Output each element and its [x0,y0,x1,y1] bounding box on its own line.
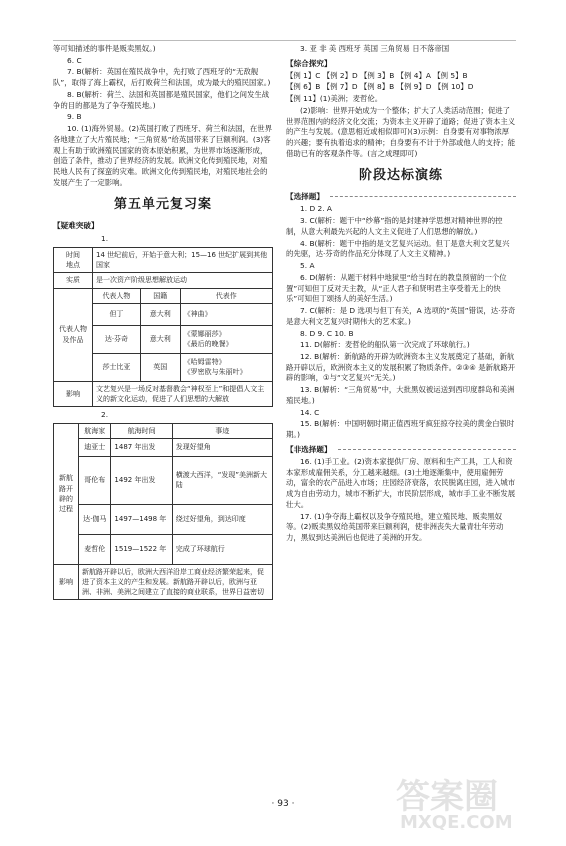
voyage-event: 完成了环球航行 [172,534,272,564]
answer-line: 17. (1)争夺海上霸权以及争夺殖民地，建立殖民地、贩卖黑奴等。(2)贩卖黑奴给英国带来巨额利润，使非洲丧失大量青壮年劳动力，黑奴到达美洲后也促进了美洲的开发。 [286,511,504,543]
row-label: 影响 [54,381,93,406]
answer-line: 3. C(解析：题干中“纱幕”指的是封建神学思想对精神世界的控制，从意大利最先兴起的人文主义促进了人们思想的解放。) [286,216,503,236]
row-label: 实质 [54,273,93,288]
table-row [54,273,273,288]
table-row [54,438,273,456]
section-tag-label: 【非选择题】 [286,444,332,454]
row-value: 文艺复兴是一场反对基督教会“神权至上”和提倡人文主义的新文化运动，促进了人们思想的大解放 [93,381,273,406]
column-header: 代表人物 [93,288,141,303]
table2-number: 2. [101,409,109,419]
column-header: 事迹 [172,423,272,438]
example-answers: 【例 6】B 【例 7】D 【例 8】B 【例 9】D 【例 10】D [286,82,474,92]
answer-line: 15. B(解析：中国明朝时期正值西班牙疯狂掠夺拉美的黄金白银时期。) [286,419,515,440]
section-tag-xuanze [286,191,516,202]
answer-line: 16. (1)手工业。(2)资本家提供厂房、原料和生产工具，工人和资本家形成雇佣关系，分工越来越细。(3)土地逐渐集中，使用雇佣劳动，富余的农产品进入市场；庄园经济衰落，农民脱离庄园，进入城市成为自由劳动力，城市不断扩大，市民阶层形成，城市手工业不断发展壮大。 [286,456,516,509]
column-header: 航海家 [79,423,111,438]
answer-line: 6. D(解析：从题干材料中地狱里“给当时在的教皇预留的一个位置”可知但丁反对天主教，从“正人君子和贤明君主享受着无上的快乐”可知但丁颂扬人的美好生活。) [286,272,507,304]
section-tag-label: 【选择题】 [286,192,324,202]
section-tag-zonghe: 【综合探究】 [286,58,332,68]
voyage-time: 1487 年出发 [111,438,172,456]
example-answers: 【例 11】(1)美洲；麦哲伦。 [286,94,383,104]
example-answers: 【例 1】C 【例 2】D 【例 3】B 【例 4】A 【例 5】B [286,70,468,80]
table-row [54,423,273,438]
column-header: 航海时间 [111,423,172,438]
table-row [54,456,273,504]
voyage-event: 发现好望角 [172,438,272,456]
answer-line: 13. B(解析：“三角贸易”中，大批黑奴被运送到西印度群岛和美洲殖民地。) [286,385,515,405]
table-row [54,504,273,534]
watermark-main: 答案圈 [396,777,498,817]
rep-name: 莎士比亚 [93,353,141,381]
answer-line: 14. C [300,407,320,417]
rep-country: 意大利 [140,325,180,353]
review-title: 第五单元复习案 [113,196,212,212]
page-number: · 93 · [271,799,295,809]
answer-line: 5. A [300,261,315,271]
table-row [54,288,273,303]
answer-line: 11. D(解析：麦哲伦的船队第一次完成了环球航行。) [300,340,470,350]
renaissance-table [53,247,273,407]
left-column [53,44,273,600]
rep-country: 英国 [140,353,180,381]
table1-number: 1. [101,234,109,244]
answer-line: 等可知描述的事件是贩卖黑奴。) [53,44,156,53]
right-column [286,44,516,545]
row-label: 新航路开辟的过程 [54,423,79,564]
rep-name: 但丁 [93,303,141,325]
rep-works: 《蒙娜丽莎》 《最后的晚餐》 [180,325,272,353]
answer-line: (2)影响：世界开始成为一个整体；扩大了人类活动范围；促进了世界范围内的经济文化交流；为资本主义开辟了道路；促进了资本主义的产生与发展。(意思相近或相似即可)(3)示例：自身要有对事物浓厚的兴趣；要有执着追求的精神；自身要有不计于外部或他人的支持；能借助已有的客观条件等。(言之成理即可) [286,105,516,158]
column-header: 国籍 [140,288,180,303]
answer-line: 7. C(解析：是 D 选项与但丁有关，A 选项的“英国”错误，达·芬奇是意大利文艺复兴时期伟大的艺术家。) [286,306,516,326]
answer-line: 6. C [67,55,82,65]
navigator-name: 迪亚士 [79,438,111,456]
top-border [53,40,516,41]
row-label: 代表人物及作品 [54,288,93,381]
answer-line: 8. B(解析：荷兰、法国和英国都是殖民国家，他们之间发生战争的目的都是为了争夺殖民地。) [53,89,270,110]
table-row [54,381,273,406]
navigator-name: 麦哲伦 [79,534,111,564]
answer-line: 9. B [67,112,82,122]
answer-line: 12. B(解析：新航路的开辟为欧洲资本主义发展奠定了基础，新航路开辟以后，欧洲资本主义的发展积累了物质条件。②③④ 是新航路开辟的影响，①与“文艺复兴”无关。) [286,352,516,383]
answer-line: 7. B(解析：英国在殖民战争中，先打败了西班牙的“无敌舰队”，取得了海上霸权，后打败荷兰和法国，成为最大的殖民国家。) [53,67,271,88]
watermark-logo [392,774,552,830]
voyage-time: 1497—1498 年 [111,504,172,534]
voyage-event: 绕过好望角，到达印度 [172,504,272,534]
table-row [54,248,273,273]
navigator-name: 哥伦布 [79,456,111,504]
navigator-name: 达·伽马 [79,504,111,534]
row-value: 14 世纪前后，开始于意大利；15—16 世纪扩展到其他国家 [93,248,273,273]
voyage-time: 1519—1522 年 [111,534,172,564]
new-routes-table [53,423,273,601]
table-row [54,564,273,599]
voyage-time: 1492 年出发 [111,456,172,504]
answer-line: 4. B(解析：题干中指的是文艺复兴运动。但丁是意大利文艺复兴的先驱，达·芬奇的作品充分体现了人文主义精神。) [286,238,510,259]
column-header: 代表作 [180,288,272,303]
row-value: 新航路开辟以后，欧洲大西洋沿岸工商业经济繁荣起来，促进了资本主义的产生和发展。新航路开辟以后，欧洲与亚洲、非洲、美洲之间建立了直接的商业联系，世界日益密切 [79,564,273,599]
rep-country: 意大利 [140,303,180,325]
answer-line: 8. D 9. C 10. B [300,328,354,338]
section-tag-yinan: 【疑难突破】 [53,221,99,231]
row-label: 时间 地点 [54,248,93,273]
stage-title: 阶段达标演练 [358,167,443,183]
row-value: 是一次资产阶级思想解放运动 [93,273,273,288]
row-label: 影响 [54,564,79,599]
answer-line: 1. D 2. A [300,204,332,214]
section-tag-feixuanze [286,444,516,455]
rep-works: 《哈姆雷特》 《罗密欧与朱丽叶》 [180,353,272,381]
rep-works: 《神曲》 [180,303,272,325]
voyage-event: 横渡大西洋，“发现”美洲新大陆 [172,456,272,504]
answer-line: 3. 亚 非 美 西班牙 英国 三角贸易 日不落帝国 [300,44,450,53]
rep-name: 达·芬奇 [93,325,141,353]
watermark-sub: MXQE.COM [400,812,513,830]
table-row [54,534,273,564]
answer-line: 10. (1)海外贸易。(2)英国打败了西班牙、荷兰和法国，在世界各地建立了大片殖民地；“三角贸易”给英国带来了巨额利润。(3)客观上有助于欧洲殖民国家的资本原始积累，为世界市场逐渐形成，创造了条件，推动了世界经济的发展。欧洲文化传到殖民地，对殖民地人民有了探蛮的灾难。欧洲文化传到殖民地，对殖民地社会的发展产生了一定影响。 [53,124,273,187]
